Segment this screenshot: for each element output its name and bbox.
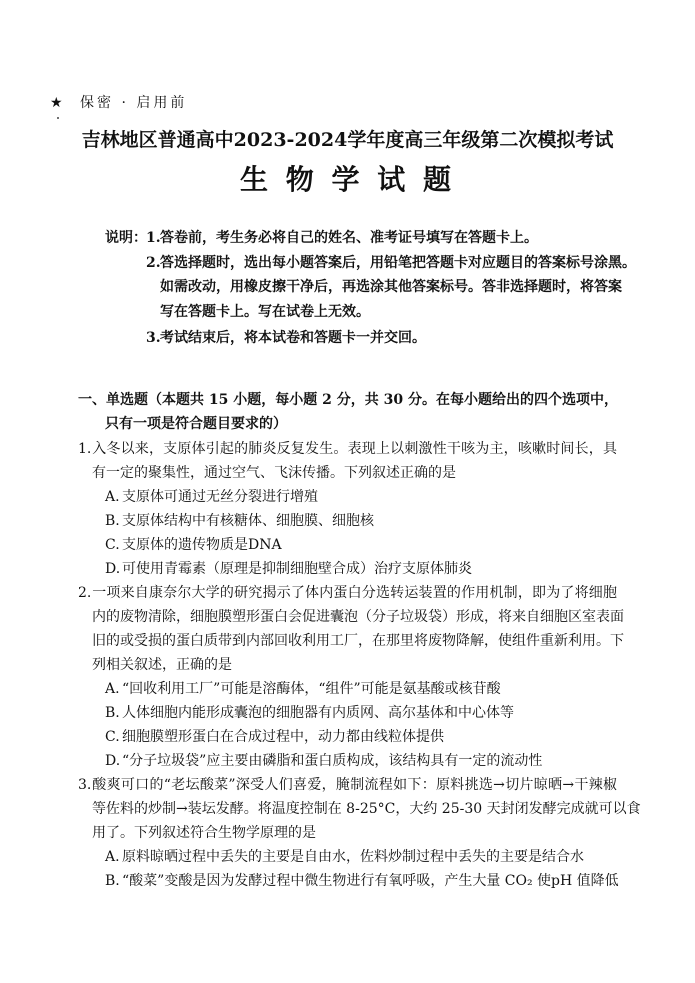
question-1-stem-line-2: 有一定的聚集性，通过空气、飞沫传播。下列叙述正确的是 [92,465,456,481]
option-letter: A. [105,489,120,505]
instruction-number: 1. [146,230,161,246]
question-1-option-a [105,487,318,507]
question-2-option-b [105,703,514,723]
question-2-option-c [105,727,444,747]
question-1-option-b [105,511,374,531]
instruction-line-4: 写在答题卡上。写在试卷上无效。 [160,304,370,320]
question-2-stem-line-4: 列相关叙述，正确的是 [92,657,232,673]
question-2-stem-line-1 [78,583,617,603]
instruction-line-3: 如需改动，用橡皮擦干净后，再选涂其他答案标号。答非选择题时，将答案 [160,279,622,295]
question-stem-text: 一项来自康奈尔大学的研究揭示了体内蛋白分选转运装置的作用机制，即为了将细胞 [92,585,617,601]
instruction-text: 答卷前，考生务必将自己的姓名、准考证号填写在答题卡上。 [160,230,538,246]
question-3-option-b [105,871,619,891]
instruction-number: 2. [146,255,161,271]
instruction-text: 考试结束后，将本试卷和答题卡一并交回。 [160,330,426,346]
stray-dot [57,117,59,119]
option-letter: D. [105,561,121,577]
question-3-stem-line-1 [78,775,617,795]
question-3-stem-line-3: 用了。下列叙述符合生物学原理的是 [92,825,316,841]
option-text: 原料晾晒过程中丢失的主要是自由水，佐料炒制过程中丢失的主要是结合水 [122,849,584,865]
option-text: 可使用青霉素（原理是抑制细胞壁合成）治疗支原体肺炎 [122,561,472,577]
question-stem-text: 酸爽可口的“老坛酸菜”深受人们喜爱，腌制流程如下：原料挑选→切片晾晒→干辣椒 [92,777,617,793]
option-text: 支原体的遗传物质是DNA [122,537,282,553]
subject-title: 生 物 学 试 题 [240,163,455,196]
option-letter: A. [105,681,120,697]
option-letter: D. [105,753,121,769]
question-1-option-c [105,535,282,555]
question-number: 3. [78,777,92,793]
question-2-stem-line-2: 内的废物清除，细胞膜塑形蛋白会促进囊泡（分子垃圾袋）形成，将来自细胞区室表面 [92,609,624,625]
question-1-option-d [105,559,472,579]
option-letter: B. [105,513,120,529]
exam-title: 吉林地区普通高中2023-2024学年度高三年级第二次模拟考试 [81,129,614,151]
instruction-line-5 [146,328,426,348]
instruction-number: 3. [146,330,161,346]
option-text: “酸菜”变酸是因为发酵过程中微生物进行有氧呼吸，产生大量 CO₂ 使pH 值降低 [122,873,619,889]
option-letter: B. [105,873,120,889]
section-header-line-1: 一、单选题（本题共 15 小题，每小题 2 分，共 30 分。在每小题给出的四个选项中， [78,392,618,408]
option-letter: C. [105,537,120,553]
question-number: 2. [78,585,92,601]
confidentiality-label: 保密 · 启用前 [80,95,188,111]
option-letter: A. [105,849,120,865]
question-1-stem-line-1 [78,439,617,459]
confidentiality-mark [50,93,187,113]
question-2-stem-line-3: 旧的或受损的蛋白质带到内部回收利用工厂，在那里将废物降解，使组件重新利用。下 [92,633,624,649]
option-text: 人体细胞内能形成囊泡的细胞器有内质网、高尔基体和中心体等 [122,705,514,721]
question-2-option-d [105,751,542,771]
question-number: 1. [78,441,92,457]
question-3-option-a [105,847,584,867]
question-3-stem-line-2: 等佐料的炒制→装坛发酵。将温度控制在 8-25°C，大约 25-30 天封闭发酵完成就可以食 [92,801,641,817]
instruction-text: 答选择题时，选出每小题答案后，用铅笔把答题卡对应题目的答案标号涂黑。 [160,255,636,271]
option-text: 支原体可通过无丝分裂进行增殖 [122,489,318,505]
question-2-option-a [105,679,501,699]
instruction-line-2 [146,253,636,273]
option-letter: B. [105,705,120,721]
option-text: 细胞膜塑形蛋白在合成过程中，动力都由线粒体提供 [122,729,444,745]
star-icon: ★ [50,95,63,111]
option-text: “分子垃圾袋”应主要由磷脂和蛋白质构成，该结构具有一定的流动性 [122,753,543,769]
instruction-line-1 [105,228,538,248]
section-header-line-2: 只有一项是符合题目要求的） [105,416,287,432]
instructions-label: 说明： [105,230,147,246]
option-text: “回收利用工厂”可能是溶酶体，“组件”可能是氨基酸或核苷酸 [122,681,501,697]
option-text: 支原体结构中有核糖体、细胞膜、细胞核 [122,513,374,529]
question-stem-text: 入冬以来，支原体引起的肺炎反复发生。表现上以刺激性干咳为主，咳嗽时间长，具 [92,441,617,457]
option-letter: C. [105,729,120,745]
